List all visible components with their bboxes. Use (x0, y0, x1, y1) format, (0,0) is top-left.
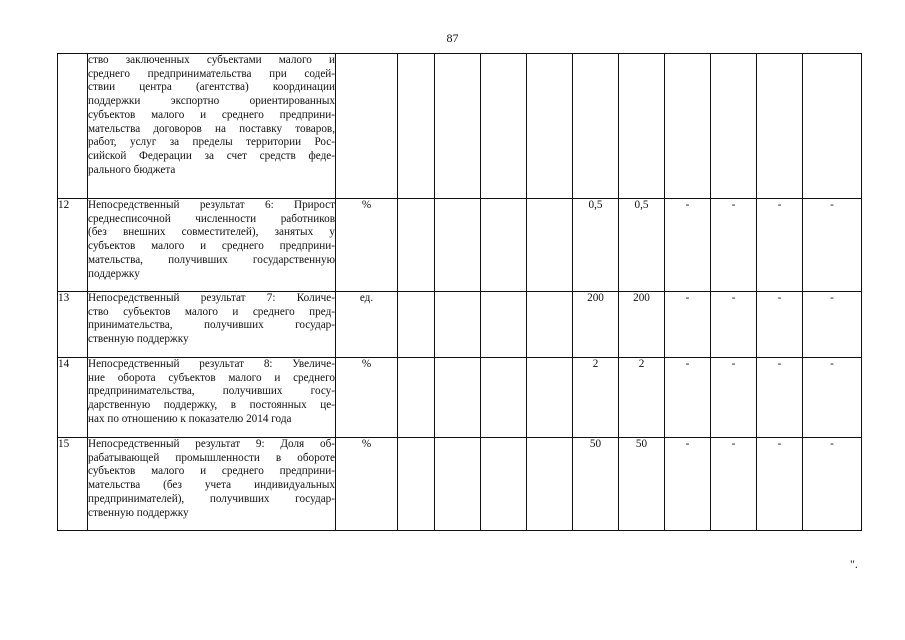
indicator-name-line: принимательства, получивших государ- (88, 319, 335, 332)
row-number-cell: 13 (58, 292, 88, 358)
indicator-name-cell (88, 54, 336, 199)
value-cell: 50 (619, 438, 665, 531)
value-cell (481, 358, 527, 438)
value-cell: - (711, 292, 757, 358)
indicator-name-line: предпринимательства, получивших госу- (88, 385, 335, 398)
value-cell: - (757, 292, 803, 358)
value-cell: - (757, 438, 803, 531)
indicator-name-line: мательства, получивших государственную (88, 253, 335, 266)
value-cell (481, 54, 527, 199)
closing-quote: ". (850, 557, 858, 571)
indicator-name-line: работ, услуг за пределы территории Рос- (88, 136, 335, 149)
value-cell (398, 438, 435, 531)
indicator-name-line: ство субъектов малого и среднего пред- (88, 305, 335, 318)
page-number: 87 (446, 31, 459, 45)
indicator-name-line: субъектов малого и среднего предприни- (88, 240, 335, 253)
value-cell: - (711, 358, 757, 438)
value-cell (527, 358, 573, 438)
table-body (58, 54, 862, 531)
value-cell (435, 199, 481, 292)
value-cell (435, 292, 481, 358)
value-cell (435, 358, 481, 438)
row-number-cell: 15 (58, 438, 88, 531)
indicator-name-cell (88, 438, 336, 531)
table-row (58, 438, 862, 531)
indicator-name-line: дарственную поддержку, в постоянных це- (88, 399, 335, 412)
value-cell (619, 54, 665, 199)
value-cell (527, 438, 573, 531)
indicator-name-cell (88, 358, 336, 438)
indicator-name-line: мательства (без учета индивидуальных (88, 479, 335, 492)
value-cell: 0,5 (619, 199, 665, 292)
indicator-name-line: (без внешних совместителей), занятых у (88, 226, 335, 239)
value-cell: 2 (573, 358, 619, 438)
row-number-cell (58, 54, 88, 199)
value-cell (527, 54, 573, 199)
indicator-name-line: Непосредственный результат 7: Количе- (88, 292, 335, 304)
indicator-name-line: Непосредственный результат 8: Увеличе- (88, 358, 335, 370)
indicator-name-line: ствии центра (агентства) координации (88, 81, 335, 94)
indicator-name-line: сийской Федерации за счет средств феде- (88, 149, 335, 162)
indicator-name-line: субъектов малого и среднего предприни- (88, 108, 335, 121)
unit-cell: % (336, 358, 398, 438)
value-cell (757, 54, 803, 199)
value-cell (573, 54, 619, 199)
value-cell: - (665, 438, 711, 531)
value-cell (435, 54, 481, 199)
row-number-cell: 14 (58, 358, 88, 438)
indicator-name-line: нах по отношению к показателю 2014 года (88, 412, 292, 425)
value-cell (481, 199, 527, 292)
table-row (58, 54, 862, 199)
value-cell (398, 199, 435, 292)
value-cell: 200 (619, 292, 665, 358)
unit-cell (336, 54, 398, 199)
indicator-name-cell (88, 292, 336, 358)
indicator-name-line: Непосредственный результат 9: Доля об- (88, 438, 335, 450)
indicators-table (57, 53, 862, 531)
indicator-name-line: рабатывающей промышленности в обороте (88, 451, 335, 464)
indicator-name-line: субъектов малого и среднего предприни- (88, 465, 335, 478)
indicator-name-line: ство заключенных субъектами малого и (88, 54, 335, 66)
indicator-name-line: ние оборота субъектов малого и среднего (88, 371, 335, 384)
value-cell: - (665, 199, 711, 292)
value-cell: - (757, 358, 803, 438)
indicator-name-cell (88, 199, 336, 292)
unit-cell: ед. (336, 292, 398, 358)
indicator-name-line: Непосредственный результат 6: Прирост (88, 199, 335, 211)
value-cell: - (711, 199, 757, 292)
value-cell: - (803, 292, 862, 358)
value-cell (481, 438, 527, 531)
value-cell (527, 292, 573, 358)
indicator-name-line: среднего предпринимательства при содей- (88, 67, 335, 80)
indicator-name-line: ственную поддержку (88, 333, 189, 346)
table-row (58, 199, 862, 292)
value-cell (711, 54, 757, 199)
row-number-cell: 12 (58, 199, 88, 292)
unit-cell: % (336, 438, 398, 531)
indicator-name-line: среднесписочной численности работников (88, 212, 335, 225)
indicator-name-line: ственную поддержку (88, 506, 189, 519)
value-cell: - (665, 358, 711, 438)
value-cell (435, 438, 481, 531)
value-cell (481, 292, 527, 358)
value-cell: 200 (573, 292, 619, 358)
indicator-name-line: поддержки экспортно ориентированных (88, 95, 335, 108)
table-row (58, 292, 862, 358)
value-cell: - (757, 199, 803, 292)
unit-cell: % (336, 199, 398, 292)
indicator-name-line: мательства договоров на поставку товаров, (88, 122, 335, 135)
table-row (58, 358, 862, 438)
value-cell (665, 54, 711, 199)
value-cell: 50 (573, 438, 619, 531)
value-cell (398, 54, 435, 199)
value-cell (398, 292, 435, 358)
value-cell (398, 358, 435, 438)
indicator-name-line: предпринимателей), получивших государ- (88, 492, 335, 505)
value-cell: - (803, 438, 862, 531)
value-cell: 2 (619, 358, 665, 438)
indicator-name-line: рального бюджета (88, 163, 176, 176)
value-cell (803, 54, 862, 199)
value-cell: 0,5 (573, 199, 619, 292)
value-cell (527, 199, 573, 292)
value-cell: - (665, 292, 711, 358)
value-cell: - (711, 438, 757, 531)
indicator-name-line: поддержку (88, 267, 140, 280)
value-cell: - (803, 199, 862, 292)
value-cell: - (803, 358, 862, 438)
